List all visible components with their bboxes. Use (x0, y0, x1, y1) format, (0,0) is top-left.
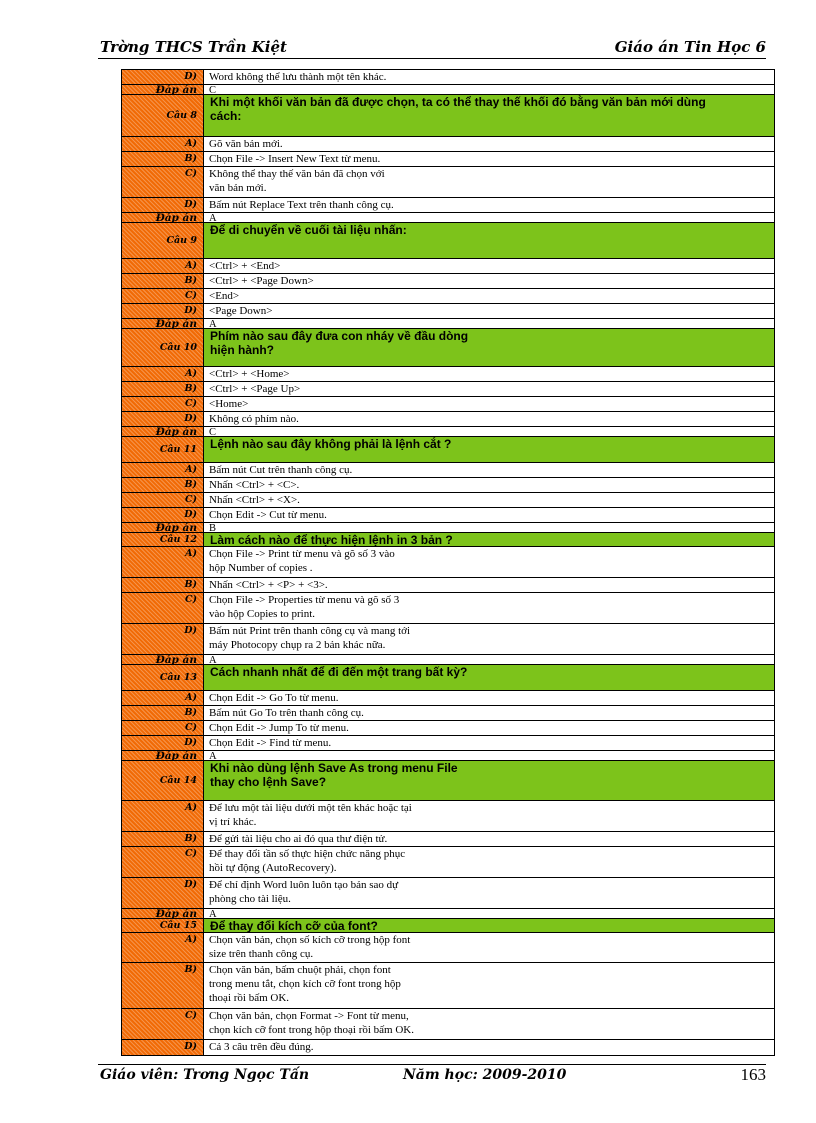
option-row (122, 963, 774, 1009)
option-row (122, 167, 774, 198)
option-row (122, 878, 774, 909)
option-letter: D) (122, 736, 204, 750)
option-letter: C) (122, 1009, 204, 1039)
answer-row (122, 427, 774, 437)
question-row (122, 223, 774, 259)
question-number: Câu 14 (122, 761, 204, 800)
option-text: Chọn File -> Insert New Text từ menu. (209, 153, 381, 165)
answer-row (122, 655, 774, 665)
question-row (122, 761, 774, 801)
question-row (122, 919, 774, 933)
option-row (122, 721, 774, 736)
option-text: Để lưu một tài liệu dưới một tên khác hoặc tại vị trí khác. (209, 802, 412, 828)
page-footer (98, 1064, 766, 1087)
option-row (122, 578, 774, 593)
question-text: Khi nào dùng lệnh Save As trong menu File thay cho lệnh Save? (204, 761, 774, 800)
option-row (122, 367, 774, 382)
question-number: Câu 10 (122, 329, 204, 366)
option-row (122, 198, 774, 213)
question-text: Phím nào sau đây đưa con nháy về đầu dòng hiện hành? (204, 329, 774, 366)
answer-label: Đáp án (122, 523, 204, 532)
option-text: Word không thể lưu thành một tên khác. (209, 71, 387, 83)
answer-label: Đáp án (122, 85, 204, 94)
option-letter: C) (122, 493, 204, 507)
answer-value: A (209, 909, 217, 919)
option-letter: B) (122, 382, 204, 396)
answer-label: Đáp án (122, 319, 204, 328)
answer-value: A (209, 655, 217, 665)
option-text: Để chỉ định Word luôn luôn tạo bản sao dự phòng cho tài liệu. (209, 879, 399, 905)
question-number: Câu 8 (122, 95, 204, 136)
answer-label: Đáp án (122, 751, 204, 760)
option-letter: C) (122, 167, 204, 197)
option-letter: A) (122, 367, 204, 381)
option-text: <Home> (209, 398, 249, 410)
option-row (122, 137, 774, 152)
option-row (122, 463, 774, 478)
option-letter: B) (122, 963, 204, 1008)
option-letter: A) (122, 259, 204, 273)
option-letter: B) (122, 578, 204, 592)
question-number: Câu 11 (122, 437, 204, 462)
option-row (122, 412, 774, 427)
question-row (122, 329, 774, 367)
option-text: Chọn văn bản, chọn Format -> Font từ menu, chọn kích cỡ font trong hộp thoại rồi bấm OK. (209, 1010, 414, 1036)
answer-value: A (209, 751, 217, 761)
option-letter: B) (122, 274, 204, 288)
option-row (122, 382, 774, 397)
option-row (122, 547, 774, 578)
answer-row (122, 523, 774, 533)
option-text: <Page Down> (209, 305, 273, 317)
option-text: <End> (209, 290, 240, 302)
option-letter: D) (122, 878, 204, 908)
question-number: Câu 13 (122, 665, 204, 690)
option-row (122, 397, 774, 412)
question-text: Làm cách nào để thực hiện lệnh in 3 bản ? (204, 533, 774, 546)
option-text: Để gửi tài liệu cho ai đó qua thư điện tử. (209, 833, 388, 845)
quiz-table (121, 69, 775, 1056)
option-row (122, 847, 774, 878)
option-row (122, 493, 774, 508)
answer-value: A (209, 319, 217, 329)
option-row (122, 832, 774, 847)
answer-label: Đáp án (122, 655, 204, 664)
answer-row (122, 751, 774, 761)
option-row (122, 508, 774, 523)
option-row (122, 289, 774, 304)
option-row (122, 274, 774, 289)
option-letter: D) (122, 508, 204, 522)
option-letter: A) (122, 137, 204, 151)
question-text: Để di chuyển về cuối tài liệu nhấn: (204, 223, 774, 258)
option-letter: D) (122, 198, 204, 212)
option-letter: C) (122, 289, 204, 303)
option-text: Bấm nút Replace Text trên thanh công cụ. (209, 199, 394, 211)
option-text: Để thay đổi tần số thực hiện chức năng phục hồi tự động (AutoRecovery). (209, 848, 406, 874)
option-letter: B) (122, 706, 204, 720)
option-letter: D) (122, 70, 204, 84)
question-number: Câu 15 (122, 919, 204, 932)
answer-row (122, 319, 774, 329)
question-text: Để thay đổi kích cỡ của font? (204, 919, 774, 932)
question-row (122, 533, 774, 547)
answer-label: Đáp án (122, 427, 204, 436)
page-header (98, 38, 766, 59)
answer-row (122, 909, 774, 919)
option-row (122, 1040, 774, 1055)
option-text: Chọn văn bản, chọn số kích cỡ trong hộp font size trên thanh công cụ. (209, 934, 411, 960)
option-letter: A) (122, 933, 204, 962)
option-text: <Ctrl> + <End> (209, 260, 281, 272)
option-text: Bấm nút Go To trên thanh công cụ. (209, 707, 364, 719)
option-letter: C) (122, 593, 204, 623)
option-row (122, 1009, 774, 1040)
option-text: Chọn Edit -> Find từ menu. (209, 737, 332, 749)
option-row (122, 152, 774, 167)
question-text: Lệnh nào sau đây không phải là lệnh cắt ? (204, 437, 774, 462)
answer-value: C (209, 427, 217, 437)
answer-row (122, 213, 774, 223)
option-letter: D) (122, 624, 204, 654)
option-letter: A) (122, 463, 204, 477)
option-letter: D) (122, 304, 204, 318)
option-letter: D) (122, 1040, 204, 1055)
option-letter: D) (122, 412, 204, 426)
option-row (122, 706, 774, 721)
document-title: Giáo án Tin Học 6 (614, 38, 766, 56)
option-text: Không thể thay thế văn bản đã chọn với văn bản mới. (209, 168, 385, 194)
answer-row (122, 85, 774, 95)
question-text: Cách nhanh nhất để đi đến một trang bất kỳ? (204, 665, 774, 690)
answer-value: A (209, 213, 217, 223)
answer-label: Đáp án (122, 213, 204, 222)
option-text: Chọn Edit -> Jump To từ menu. (209, 722, 349, 734)
option-text: Chọn File -> Properties từ menu và gõ số 3 vào hộp Copies to print. (209, 594, 400, 620)
option-row (122, 801, 774, 832)
option-letter: C) (122, 721, 204, 735)
option-text: Chọn Edit -> Go To từ menu. (209, 692, 339, 704)
question-number: Câu 9 (122, 223, 204, 258)
option-text: Không có phím nào. (209, 413, 299, 425)
option-text: Nhấn <Ctrl> + <X>. (209, 494, 300, 506)
answer-value: C (209, 85, 217, 95)
option-letter: C) (122, 397, 204, 411)
option-text: Cả 3 câu trên đều đúng. (209, 1041, 314, 1053)
teacher-name: Giáo viên: Trơng Ngọc Tấn (100, 1067, 310, 1083)
question-text: Khi một khối văn bản đã được chọn, ta có thể thay thế khối đó bằng văn bản mới dùng cách: (204, 95, 774, 136)
option-text: Bấm nút Cut trên thanh công cụ. (209, 464, 353, 476)
option-row (122, 736, 774, 751)
school-name: Trờng THCS Trần Kiệt (100, 38, 287, 56)
option-row (122, 70, 774, 85)
answer-label: Đáp án (122, 909, 204, 918)
option-text: Chọn File -> Print từ menu và gõ số 3 vào hộp Number of copies . (209, 548, 395, 574)
school-year: Năm học: 2009-2010 (403, 1067, 567, 1083)
option-text: Bấm nút Print trên thanh công cụ và mang tới máy Photocopy chụp ra 2 bản khác nữa. (209, 625, 411, 651)
option-row (122, 933, 774, 963)
option-letter: C) (122, 847, 204, 877)
question-row (122, 437, 774, 463)
option-letter: A) (122, 801, 204, 831)
option-text: Chọn Edit -> Cut từ menu. (209, 509, 327, 521)
option-text: Nhấn <Ctrl> + <C>. (209, 479, 300, 491)
option-letter: B) (122, 478, 204, 492)
option-row (122, 624, 774, 655)
option-row (122, 304, 774, 319)
option-letter: A) (122, 547, 204, 577)
option-text: <Ctrl> + <Page Up> (209, 383, 301, 395)
option-text: Gõ văn bản mới. (209, 138, 283, 150)
question-row (122, 95, 774, 137)
option-letter: A) (122, 691, 204, 705)
option-text: <Ctrl> + <Page Down> (209, 275, 314, 287)
answer-value: B (209, 523, 217, 533)
option-text: <Ctrl> + <Home> (209, 368, 290, 380)
option-letter: B) (122, 152, 204, 166)
option-text: Nhấn <Ctrl> + <P> + <3>. (209, 579, 328, 591)
question-row (122, 665, 774, 691)
option-letter: B) (122, 832, 204, 846)
question-number: Câu 12 (122, 533, 204, 546)
option-text: Chọn văn bản, bấm chuột phải, chọn font trong menu tắt, chọn kích cỡ font trong hộp thoại rồi bấm OK. (209, 964, 401, 1004)
option-row (122, 593, 774, 624)
option-row (122, 259, 774, 274)
page-number: 163 (740, 1065, 766, 1084)
option-row (122, 691, 774, 706)
option-row (122, 478, 774, 493)
